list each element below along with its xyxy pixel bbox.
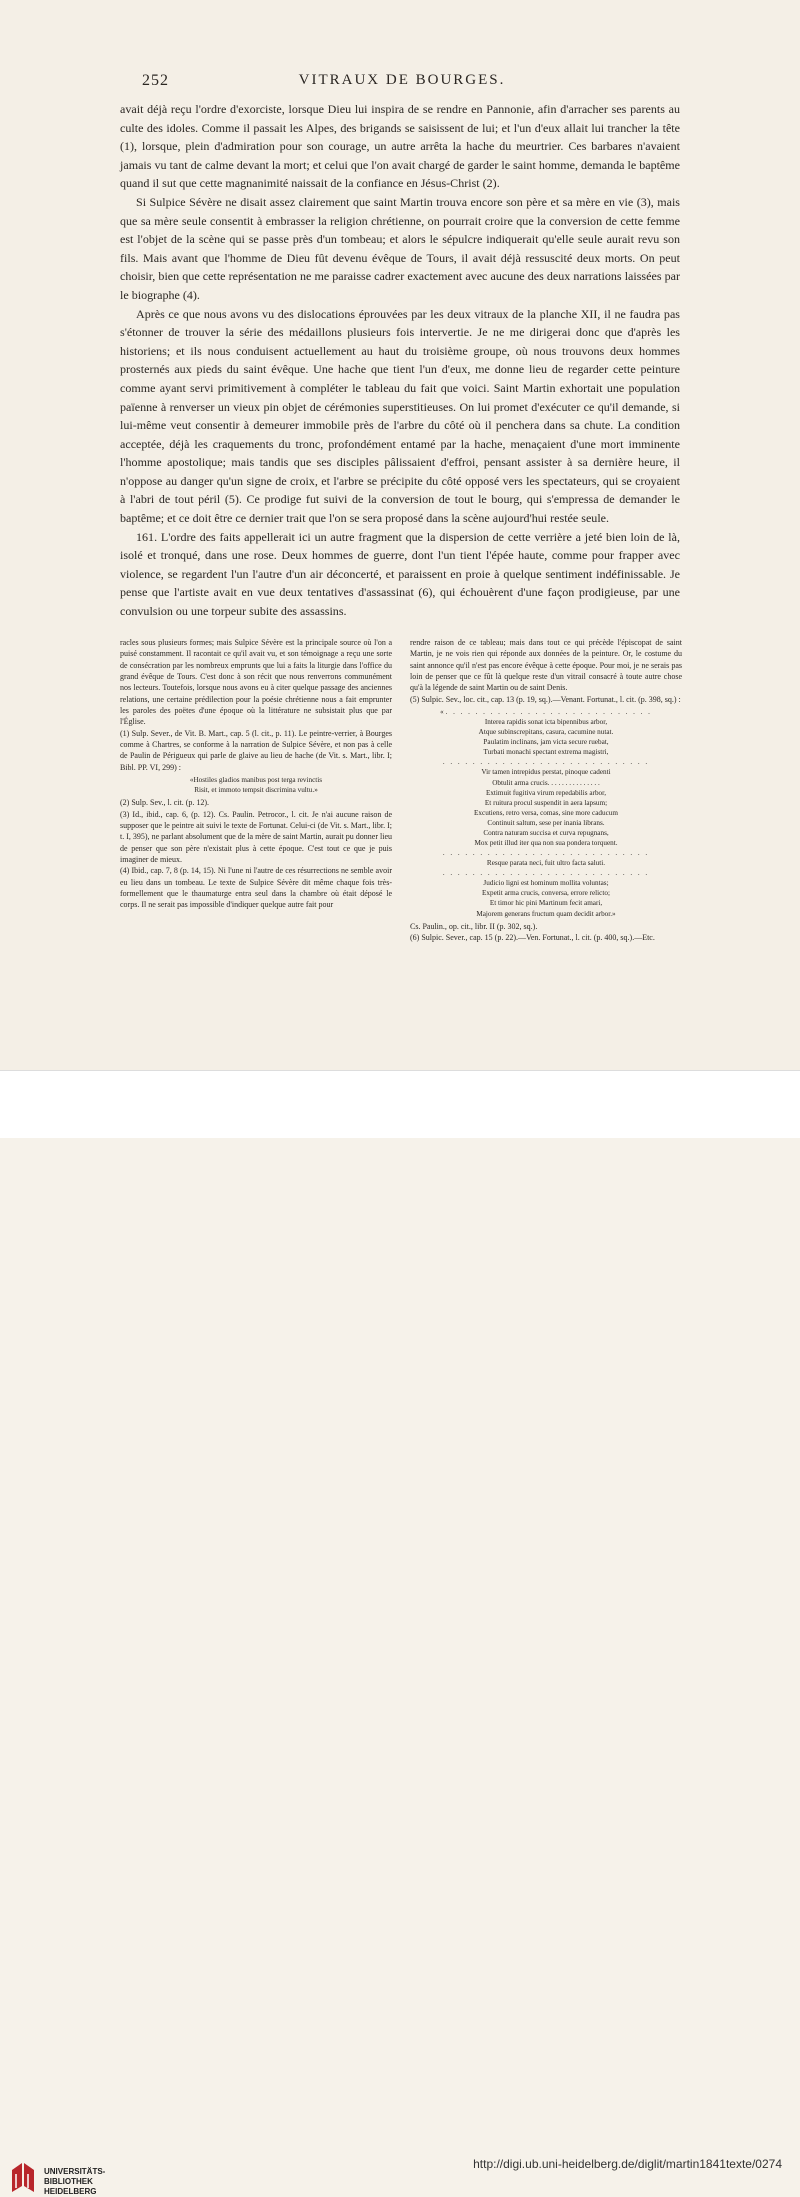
library-name	[44, 2167, 105, 2197]
verse-line: Expetit arma crucis, conversa, errore relicto;	[482, 889, 610, 898]
verse-line: Resque parata neci, fuit ultro facta saluti.	[486, 859, 606, 868]
verse-line: Interea rapidis sonat icta bipennibus arbor,	[484, 718, 608, 727]
note-continuation: rendre raison de ce tableau; mais dans tout ce qui précède l'épiscopat de saint Martin, je ne vois rien qui réponde aux données de la peinture. Or, le costume du saint annonce qu'il n'est pas encore évêque à cette époque. Pour moi, je ne serais pas loin de penser que ce fût là quelque reste d'un vitrail consacré à toute autre chose qu'à la légende de saint Martin ou de saint Denis.	[410, 638, 682, 693]
permalink-url[interactable]: http://digi.ub.uni-heidelberg.de/diglit/martin1841texte/0274	[473, 2157, 782, 2171]
verse-line: Majorem generans fructum quam decidit arbor.»	[476, 909, 616, 918]
verse-line: Judicio ligni est hominum mollita voluntas;	[483, 879, 609, 888]
verse-line: Paulatim inclinans, jam victa secure ruebat,	[483, 738, 609, 747]
ellipsis-line: . . . . . . . . . . . . . . . . . . . . . . . . . . . .	[442, 849, 650, 858]
note-2: (2) Sulp. Sev., l. cit. (p. 12).	[120, 798, 210, 808]
library-line: BIBLIOTHEK	[44, 2177, 93, 2186]
verse-line: Obtulit arma crucis. . . . . . . . . . . . . . .	[492, 778, 600, 787]
verse-line: Atque subinscrepitans, casura, cacumine nutat.	[478, 728, 614, 737]
footnotes-left	[120, 637, 392, 911]
page-header	[112, 72, 692, 92]
paragraph-2: Si Sulpice Sévère ne disait assez clairement que saint Martin trouva encore son père et sa mère en vie (3), mais que sa mère seule consentit à embrasser la religion chrétienne, on pourrait croire que la conversion de cette femme est l'objet de la scène qui se passe près d'un tombeau; et alors le sépulcre indiquerait qu'elle seule aurait revu son fils. Mais avant que l'homme de Dieu fût devenu évêque de Tours, il avait déjà ressuscité deux morts. On peut choisir, bien que cette représentation ne me paraisse cadrer exactement avec aucune des deux narrations laissées par le biographe (4).	[120, 194, 680, 302]
ellipsis-line: . . . . . . . . . . . . . . . . . . . . . . . . . . . .	[442, 758, 650, 767]
poem-quote	[410, 707, 682, 919]
verse-line: Mox petit illud iter qua non sua pondera torquent.	[474, 839, 618, 848]
quote-line: «Hostiles gladios manibus post terga revinctis	[189, 776, 323, 785]
note-1: (1) Sulp. Sever., de Vit. B. Mart., cap. 5 (l. cit., p. 11). Le peintre-verrier, à Bourges comme à Chartres, se conforme à la narration de Sulpice Sévère, et non pas à celle de Paulin de Périgueux qui parle de glaive au lieu de hache (de Vit. s. Mart., libr. I; Bibl. PP. VI, 299) :	[120, 728, 392, 772]
main-text	[120, 100, 680, 621]
note-continuation: racles sous plusieurs formes; mais Sulpice Sévère est la principale source où l'on a puisé constamment. Il racontait ce qu'il avait vu, et son témoignage a reçu une sorte de consécration par les nombreux emprunts que lui a faits la liturgie dans l'office du grand évêque de Tours. C'est donc à son récit que nous renverrons communément nos lecteurs. Toutefois, lorsque nous avons eu à citer quelque passage des anciennes relations, une certaine prédilection pour la poésie chrétienne nous a fait emprunter les paroles des poëtes d'une époque où la littérature ne subsistait plus que par l'Église.	[120, 638, 392, 727]
library-logo-icon[interactable]	[8, 2160, 38, 2196]
ellipsis-line: «. . . . . . . . . . . . . . . . . . . . . . . . . . . .	[440, 708, 652, 717]
verse-line: Contra naturam succisa et curva repugnans,	[483, 829, 609, 837]
quote-line: Risit, et immoto tempsit discrimina vultu.»	[194, 786, 318, 795]
note-5: (5) Sulpic. Sev., loc. cit., cap. 13 (p. 19, sq.).—Venant. Fortunat., l. cit. (p. 398, sq.) :	[410, 694, 681, 704]
page-number: 252	[142, 72, 169, 89]
running-head: VITRAUX DE BOURGES.	[298, 72, 506, 88]
footnotes-right	[410, 637, 682, 943]
verse-line: Extimuit fugitiva virum repedabilis arbor,	[485, 788, 607, 797]
paragraph-4: 161. L'ordre des faits appellerait ici un autre fragment que la dispersion de cette verrière a jeté bien loin de là, isolé et tronqué, dans une rose. Deux hommes de guerre, dont l'un tient l'épée haute, comme pour frapper avec violence, se regardent l'un l'autre d'un air déconcerté, et paraissent en proie à quelque sentiment indéfinissable. Je pense que l'artiste avait en vue deux tentatives d'assassinat (6), qui échouèrent d'une façon prodigieuse, par une convulsion ou une torpeur subite des assassins.	[120, 529, 680, 619]
paragraph-3: Après ce que nous avons vu des dislocations éprouvées par les deux vitraux de la planche XII, il ne faudra pas s'étonner de trouver la série des médaillons plusieurs fois intervertie. Je ne me dirigerai donc que d'après les historiens; et ils nous conduisent actuellement au haut du troisième groupe, où nous trouvons deux hommes prosternés aux pieds du saint évêque. Une hache que tient l'un d'eux, me donne lieu de regarder cette peinture comme ayant servi primitivement à compléter le tableau du fait que voici. Saint Martin exhortait une population païenne à renverser un vieux pin objet de cérémonies superstitieuses. On lui promet d'exécuter ce qu'il demande, si lui-même veut consentir à demeurer immobile près de l'arbre du côté où il penchera dans sa chute. La condition acceptée, déjà les craquements du tronc, profondément entamé par la hache, menaçaient d'une mort imminente l'homme apostolique; mais tandis que ses disciples pâlissaient d'effroi, pensant assister à sa dernière heure, il n'oppose au danger qu'un signe de croix, et l'arbre se précipite du côté opposé vers les spectateurs, qui se croyaient à l'abri de tout péril (5). Ce prodige fut suivi de la conversion de tout le bourg, qui s'empressa de demander le baptême; et ce doit être ce dernier trait que l'on se sera proposé dans la scène aujourd'hui restée seule.	[120, 306, 680, 526]
ellipsis-line: . . . . . . . . . . . . . . . . . . . . . . . . . . . .	[442, 869, 650, 878]
verse-line: Et timor hic pini Martinum fecit amari,	[489, 899, 603, 908]
footer-bar	[0, 1070, 800, 2196]
library-line: UNIVERSITÄTS-	[44, 2167, 106, 2176]
library-line: HEIDELBERG	[44, 2187, 97, 2196]
scanned-page	[0, 0, 800, 1070]
verse-line: Excutiens, retro versa, comas, sine more caducum	[474, 808, 618, 817]
verse-line: Continuit saltum, sese per inania librans.	[487, 818, 605, 827]
quote-latin	[120, 775, 392, 795]
paragraph-1: avait déjà reçu l'ordre d'exorciste, lorsque Dieu lui inspira de se rendre en Pannonie, afin d'arracher ses parents au culte des idoles. Comme il passait les Alpes, des brigands se saisissent de lui; et l'un d'eux allait lui trancher la tête (1), lorsque, plein d'admiration pour son courage, un autre arrêta la hache du meurtrier. Ces barbares n'avaient jamais vu tant de calme devant la mort; et celui que l'on avait chargé de garder le saint homme, demanda le baptême quand il sut que cette magnanimité naissait de la confiance en Jésus-Christ (2).	[120, 102, 680, 191]
verse-line: Et ruitura procul suspendit in aera lapsum;	[484, 798, 608, 807]
verse-line: Vir tamen intrepidus perstat, pinoque cadenti	[481, 768, 611, 777]
verse-line: Turbati monachi spectant extrema magistri,	[483, 748, 609, 757]
note-3: (3) Id., ibid., cap. 6, (p. 12). Cs. Paulin. Petrocor., l. cit. Je n'ai aucune raison de supposer que le peintre ait suivi le texte de Fortunat. Celui-ci (de Vit. s. Mart., libr. I; t. I, 395), ne parlant absolument que de la mère de saint Martin, aurait pu donner lieu de penser que son père n'existait plus à cette époque. C'est tout ce que je puis imaginer de mieux.	[120, 809, 392, 865]
note-cs-paulin: Cs. Paulin., op. cit., libr. II (p. 302, sq.).	[410, 921, 538, 931]
note-6: (6) Sulpic. Sever., cap. 15 (p. 22).—Ven. Fortunat., l. cit. (p. 400, sq.).—Etc.	[410, 933, 655, 942]
note-4: (4) Ibid., cap. 7, 8 (p. 14, 15). Ni l'une ni l'autre de ces résurrections ne semble avoir eu lieu dans un tombeau. Le texte de Sulpice Sévère dit même chaque fois très-formellement que le thaumaturge entra seul dans la chambre où était déposé le corps. Il ne serait pas impossible d'indiquer quelque autre fait pour	[120, 866, 392, 910]
